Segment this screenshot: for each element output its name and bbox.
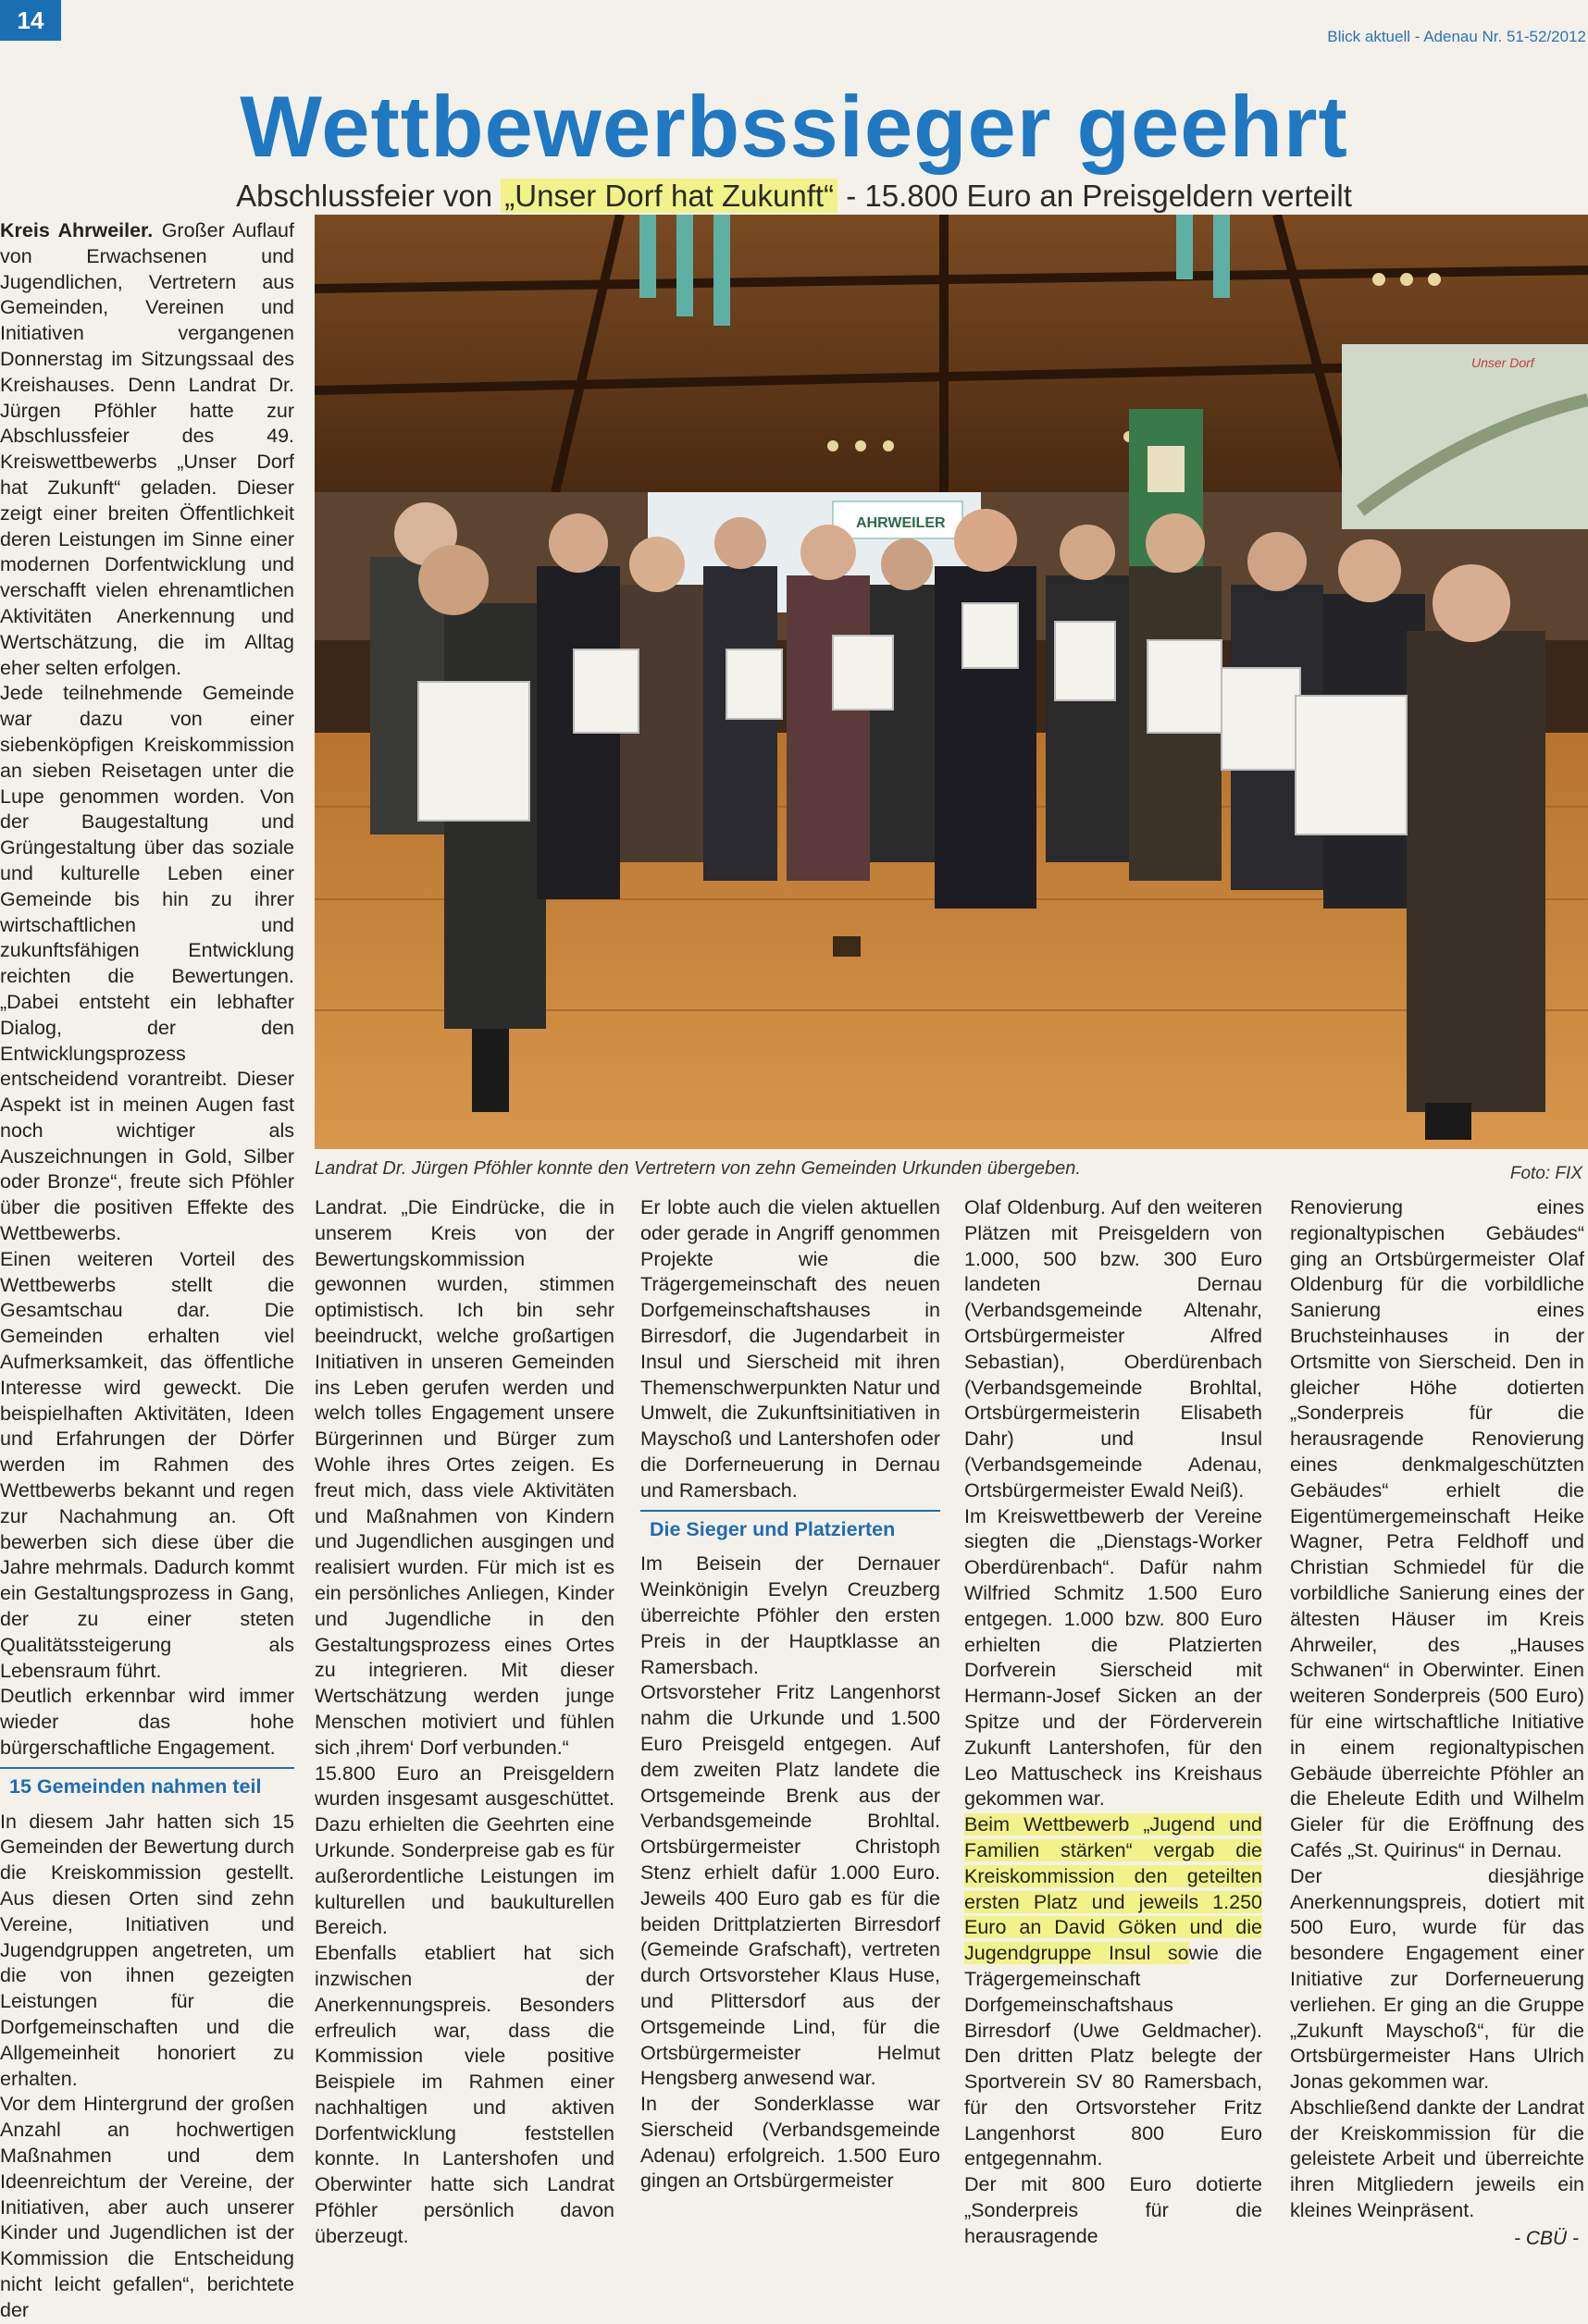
paragraph: Der mit 800 Euro dotierte „Sonderpreis für die herausragende <box>964 2173 1262 2247</box>
paragraph: Einen weiteren Vorteil des Wettbewerbs stellt die Gesamtschau dar. Die Gemeinden erhalten viel Aufmerksamkeit, das öffentliche Interesse wird geweckt. Die beispielhaften Aktivitäten, Ideen und Erfahrungen der Dörfer werden im Rahmen des Wettbewerbs bekannt und regen zur Nachahmung an. Oft bewerben sich diese über die Jahre mehrmals. Dadurch kommt ein Gestaltungsprozess in Gang, der zu einer steten Qualitätssteigerung als Lebensraum führt. <box>0 1247 294 1682</box>
group-photo <box>315 215 1588 1149</box>
paragraph: Renovierung eines regionaltypischen Gebäudes“ ging an Ortsbürgermeister Olaf Oldenburg für die vorbildliche Sanierung eines Bruchsteinhauses in der Ortsmitte von Sierscheid. Den in gleicher Höhe dotierten „Sonderpreis für die herausragende Renovierung eines denkmalgeschützten Gebäudes“ erhielt die Eigentümergemeinschaft Heike Wagner, Petra Feldhoff und Christian Schmiedel für die vorbildliche Sanierung eines der ältesten Häuser im Kreis Ahrweiler, des „Hauses Schwanen“ in Oberwinter. Einen weiteren Sonderpreis (500 Euro) für eine wirtschaftliche Initiative in einem regionaltypischen Gebäude überreichte Pföhler an die Eheleute Edith und Wilhelm Gieler für die Eröffnung des Cafés „St. Quirinus“ in Dernau. <box>1290 1196 1584 1861</box>
paragraph: Ortsvorsteher Fritz Langenhorst nahm die Urkunde und 1.500 Euro Preisgeld entgegen. Auf dem zweiten Platz landete die Ortsgemeinde Brenk aus der Verbandsgemeinde Brohltal. Ortsbürgermeister Christoph Stenz erhielt dafür 1.000 Euro. Jeweils 400 Euro gab es für die beiden Drittplatzierten Birresdorf (Gemeinde Grafschaft), vertreten durch Ortsvorsteher Klaus Huse, und Plittersdorf aus der Ortsgemeinde Lind, für die Ortsbürgermeister Helmut Hengsberg anwesend war. <box>640 1681 940 2090</box>
paragraph: In der Sonderklasse war Sierscheid (Verbandsgemeinde Adenau) erfolgreich. 1.500 Euro gingen an Ortsbürgermeister <box>640 2093 940 2193</box>
photo-credit: Foto: FIX <box>1509 1164 1582 1183</box>
page-number: 14 <box>0 0 61 41</box>
column-1 <box>0 218 294 2324</box>
photo-caption: Landrat Dr. Jürgen Pföhler konnte den Vertretern von zehn Gemeinden Urkunden übergeben. <box>315 1158 1081 1179</box>
paragraph: Vor dem Hintergrund der großen Anzahl an hochwertigen Maßnahmen und dem Ideenreichtum der Vereine, der Initiativen, aber auch unserer Kinder und Jugendlichen ist der Kommission die Entscheidung nicht leicht gefallen“, berichtete der <box>0 2093 294 2321</box>
paragraph-text: Großer Auflauf von Erwachsenen und Jugendlichen, Vertretern aus Gemeinden, Vereinen und Initiativen vergangenen Donnerstag im Sitzungssaal des Kreishauses. Denn Landrat Dr. Jürgen Pföhler hatte zur Abschlussfeier des 49. Kreiswettbewerbs „Unser Dorf hat Zukunft“ geladen. Dieser zeigt einer breiten Öffentlichkeit deren Leistungen im Sinne einer modernen Dorfentwicklung und verschafft vielen ehrenamtlichen Aktivitäten Anerkennung und Wertschätzung, die im Alltag eher selten erfolgen. <box>0 219 294 679</box>
subhead: 15 Gemeinden nahmen teil <box>0 1767 294 1804</box>
paragraph: Olaf Oldenburg. Auf den weiteren Plätzen mit Preisgeldern von 1.000, 500 bzw. 300 Euro landeten Dernau (Verbandsgemeinde Altenahr, Ortsbürgermeister Alfred Sebastian), Oberdürenbach (Verbandsgemeinde Brohltal, Ortsbürgermeisterin Elisabeth Dahr) und Insul (Verbandsgemeinde Adenau, Ortsbürgermeister Ewald Neiß). <box>964 1196 1262 1502</box>
paragraph: Landrat. „Die Eindrücke, die in unserem Kreis von der Bewertungskommission gewonnen wurden, stimmen optimistisch. Ich bin sehr beeindruckt, welche großartigen Initiativen in unseren Gemeinden ins Leben gerufen werden und welch tolles Engagement unsere Bürgerinnen und Bürger zum Wohle ihres Ortes zeigen. Es freut mich, dass viele Aktivitäten und Maßnahmen von Kindern und Jugendlichen ausgingen und realisiert wurden. Für mich ist es ein persönliches Anliegen, Kinder und Jugendliche in den Gestaltungsprozess eines Ortes zu integrieren. Mit dieser Wertschätzung werden junge Menschen motiviert und fühlen sich ‚ihrem‘ Dorf verbunden.“ <box>315 1196 614 1759</box>
paragraph: Jede teilnehmende Gemeinde war dazu von einer siebenköpfigen Kreiskommission an sieben Reisetagen unter die Lupe genommen worden. Von der Baugestaltung und Grüngestaltung über das soziale und kulturelle Leben einer Gemeinde bis hin zu ihrer wirtschaftlichen und zukunftsfähigen Entwicklung reichten die Bewertungen. „Dabei entsteht ein lebhafter Dialog, der den Entwicklungsprozess entscheidend vorantreibt. Dieser Aspekt ist in meinen Augen fast noch wichtiger als Auszeichnungen in Gold, Silber oder Bronze“, freute sich Pföhler über die positiven Effekte des Wettbewerbs. <box>0 682 294 1245</box>
subhead: Die Sieger und Platzierten <box>640 1510 940 1547</box>
photo-illustration <box>315 215 1588 1149</box>
subline-highlight: „Unser Dorf hat Zukunft“ <box>501 179 837 213</box>
paragraph: 15.800 Euro an Preisgeldern wurden insgesamt ausgeschüttet. Dazu erhielten die Geehrten eine Urkunde. Sonderpreise gab es für außerordentliche Leistungen im kulturellen und baukulturellen Bereich. <box>315 1762 614 1939</box>
paragraph: Im Beisein der Dernauer Weinkönigin Evelyn Creuzberg überreichte Pföhler den ersten Preis in der Hauptklasse an Ramersbach. <box>640 1552 940 1678</box>
subline-before: Abschlussfeier von <box>236 179 502 213</box>
column-3 <box>640 1195 940 2194</box>
column-4 <box>964 1195 1262 2250</box>
column-5 <box>1290 1195 1584 2224</box>
subline <box>0 176 1588 216</box>
sign-text: AHRWEILER <box>856 515 946 531</box>
lead-location: Kreis Ahrweiler. <box>0 219 154 241</box>
masthead: Blick aktuell - Adenau Nr. 51-52/2012 <box>1327 28 1586 45</box>
column-2 <box>315 1195 614 2250</box>
paragraph: Im Kreiswettbewerb der Vereine siegten die „Dienstags-Worker Oberdürenbach“. Dafür nahm Wilfried Schmitz 1.500 Euro entgegen. 1.000 bzw. 800 Euro erhielten die Platzierten Dorfverein Sierscheid mit Hermann-Josef Sicken an der Spitze und der Förderverein Zukunft Lantershofen, für den Leo Mattuscheck ins Kreishaus gekommen war. <box>964 1504 1262 1811</box>
paragraph: Er lobte auch die vielen aktuellen oder gerade in Angriff genommen Projekte wie die Trägergemeinschaft des neuen Dorfgemeinschaftshauses in Birresdorf, die Jugendarbeit in Insul und Sierscheid mit ihren Themenschwerpunkten Natur und Umwelt, die Zukunftsinitiativen in Mayschoß und Lantershofen oder die Dorferneuerung in Dernau und Ramersbach. <box>640 1196 940 1502</box>
banner-text: Unser Dorf <box>1471 355 1534 370</box>
paragraph: Abschließend dankte der Landrat der Kreiskommission für die geleistete Arbeit und überreichte ihren Mitgliedern jeweils ein kleines Weinpräsent. <box>1290 2095 1584 2222</box>
paragraph: In diesem Jahr hatten sich 15 Gemeinden der Bewertung durch die Kreiskommission gestellt. Aus diesen Orten sind zehn Vereine, Initiativen und Jugendgruppen angetreten, um die von ihnen gezeigten Leistungen für die Dorfgemeinschaften und die Allgemeinheit honoriert zu erhalten. <box>0 1810 294 2090</box>
paragraph: Der diesjährige Anerkennungspreis, dotiert mit 500 Euro, wurde für das besondere Engagement einer Initiative zur Dorferneuerung verliehen. Er ging an die Gruppe „Zukunft Mayschoß“, für die Ortsbürgermeister Hans Ulrich Jonas gekommen war. <box>1290 1864 1584 2094</box>
headline: Wettbewerbssieger geehrt <box>240 78 1348 175</box>
paragraph-text: wie die Trägergemeinschaft Dorfgemeinschaftshaus Birresdorf (Uwe Geldmacher). Den dritten Platz belegte der Sportverein SV 80 Ramersbach, für den Ortsvorsteher Fritz Langenhorst 800 Euro entgegennahm. <box>964 1942 1262 2170</box>
paragraph: Ebenfalls etabliert hat sich inzwischen der Anerkennungspreis. Besonders erfreulich war, dass die Kommission viele positive Beispiele im Rahmen einer nachhaltigen und aktiven Dorfentwicklung feststellen konnte. In Lantershofen und Oberwinter hatte sich Landrat Pföhler persönlich davon überzeugt. <box>315 1942 614 2247</box>
highlighted-text: Beim Wettbewerb „Jugend und Familien stärken“ vergab die Kreiskommission den geteilten ersten Platz und jeweils 1.250 Euro an David Göken und die Jugendgruppe Insul so <box>964 1813 1262 1965</box>
paragraph <box>964 1812 1262 2172</box>
paragraph: Deutlich erkennbar wird immer wieder das hohe bürgerschaftliche Engagement. <box>0 1685 294 1760</box>
subline-after: - 15.800 Euro an Preisgeldern verteilt <box>837 179 1352 213</box>
author-signature: - CBÜ - <box>1514 2228 1579 2249</box>
paragraph <box>0 218 294 681</box>
